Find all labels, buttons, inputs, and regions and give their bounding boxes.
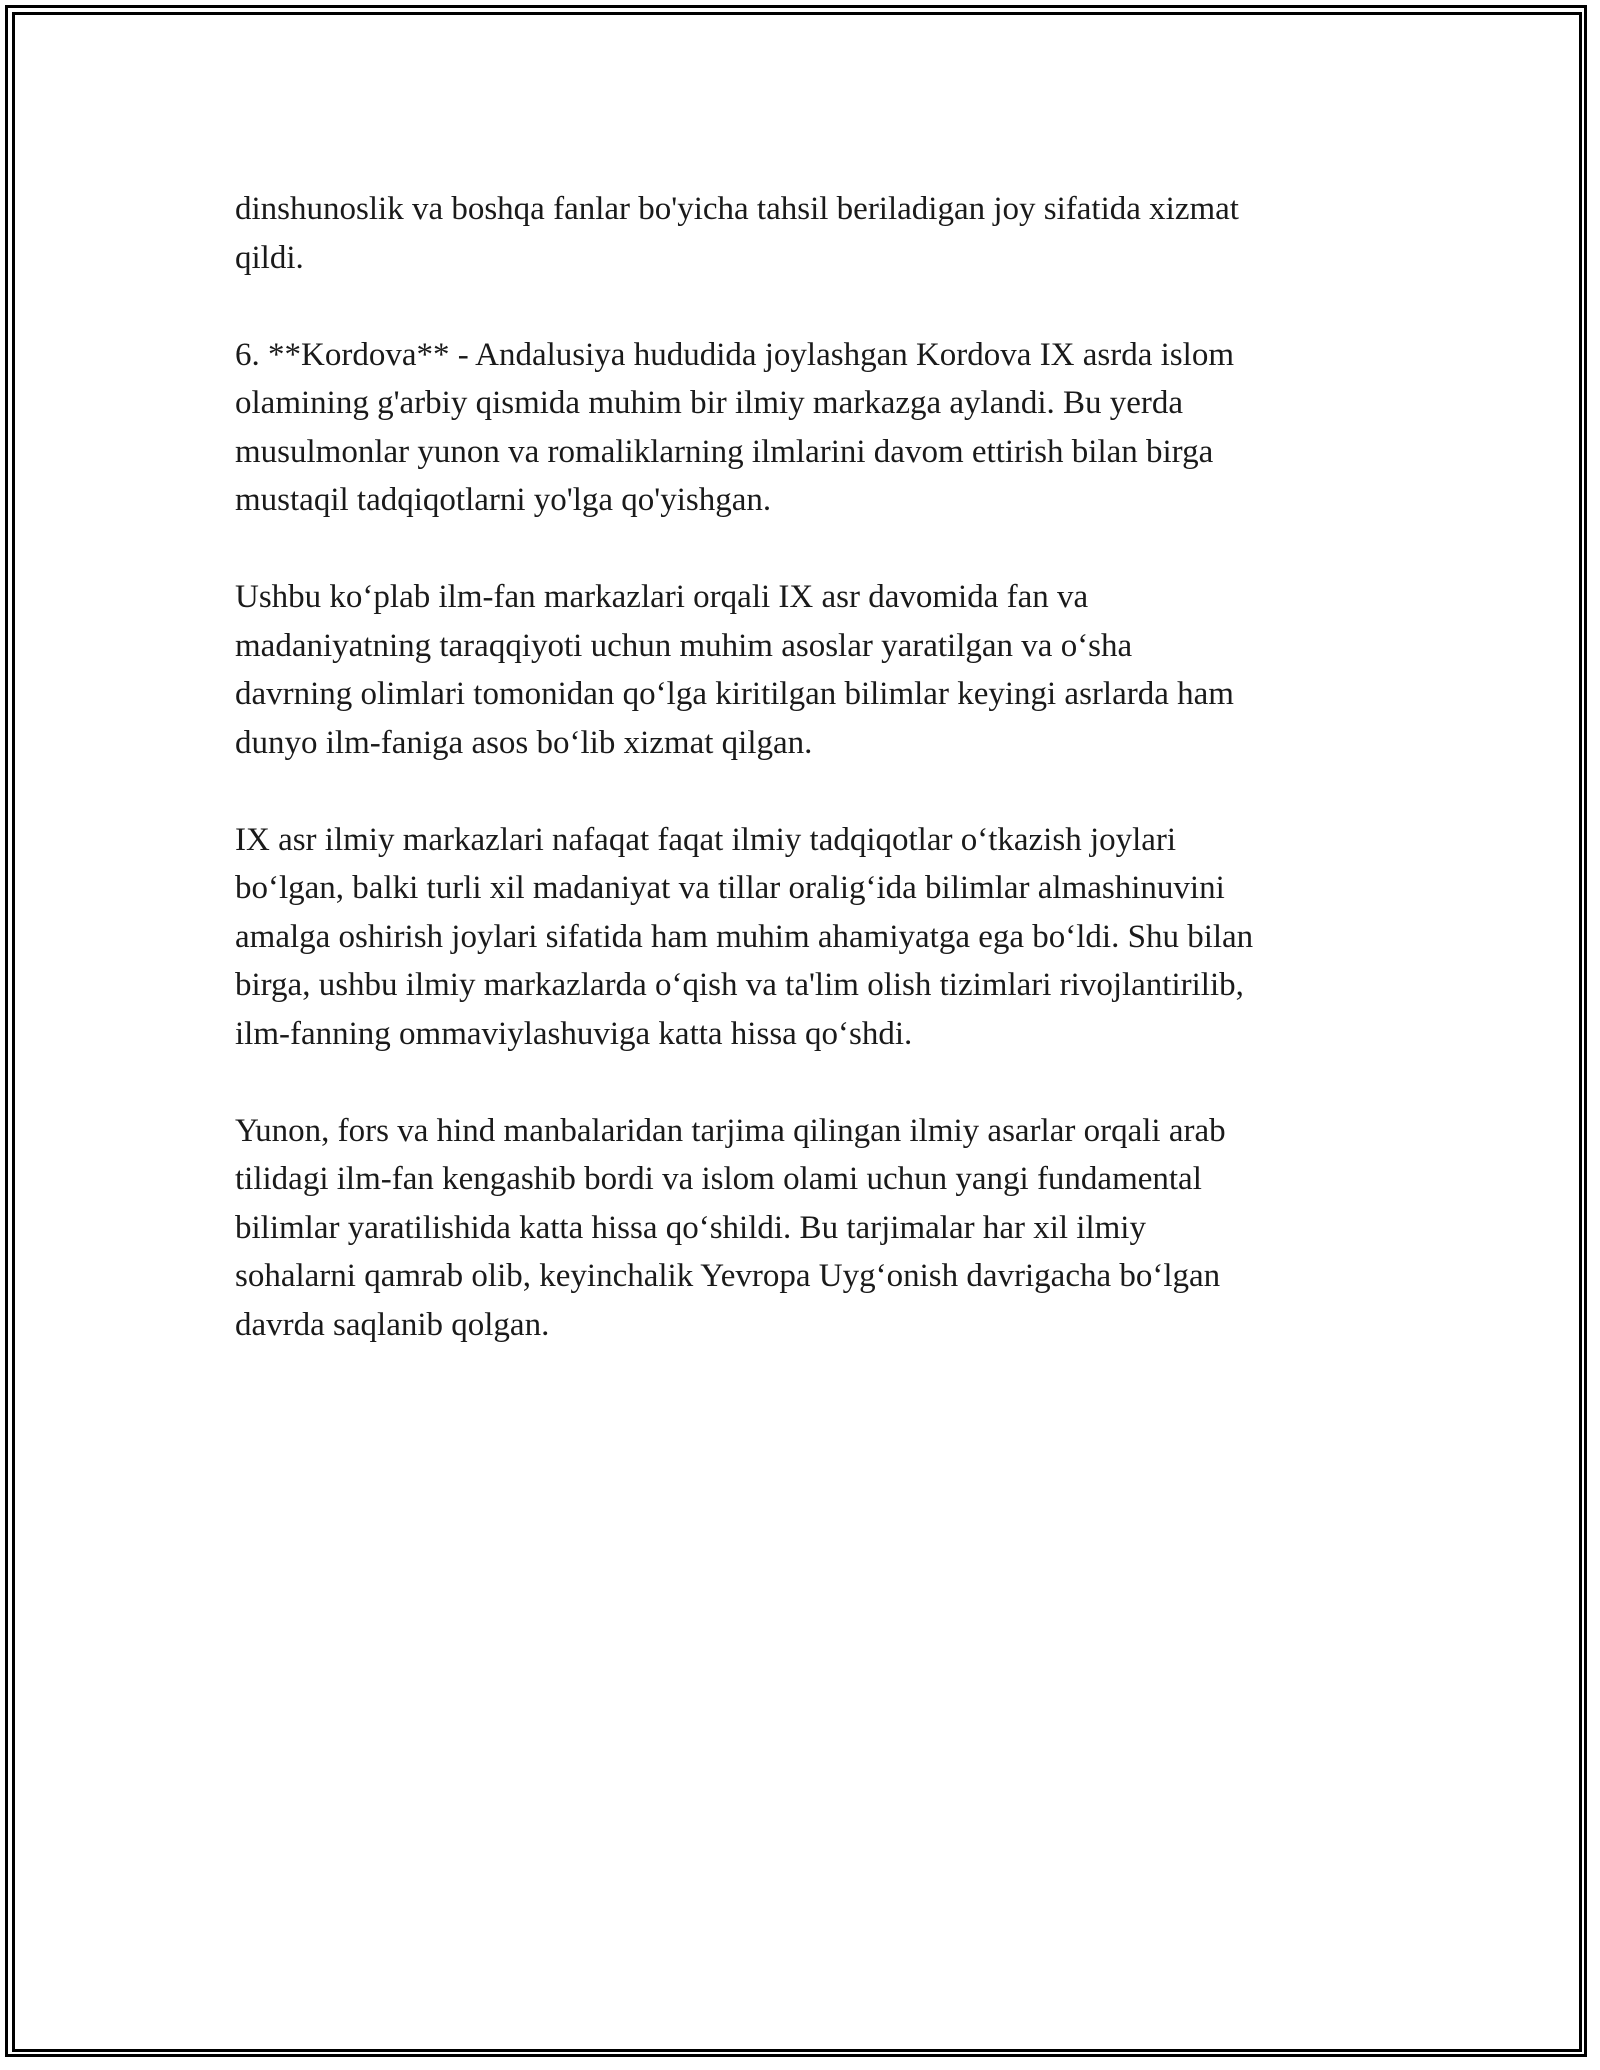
paragraph-kordova: 6. **Kordova** - Andalusiya hududida joylashgan Kordova IX asrda islom olamining g'arbiy qismida muhim bir ilmiy markazga aylandi. Bu yerda musulmonlar yunon va romaliklarning ilmlarini davom ettirish bilan birga mustaqil tadqiqotlarni yo'lga qo'yishgan. (235, 336, 1234, 518)
paragraph-translations: Yunon, fors va hind manbalaridan tarjima qilingan ilmiy asarlar orqali arab tilidagi ilm-fan kengashib bordi va islom olami uchun yangi fundamental bilimlar yaratilishida katta hissa qo‘shildi. Bu tarjimalar har xil ilmiy sohalarni qamrab olib, keyinchalik Yevropa Uyg‘onish davrigacha bo‘lgan davrda saqlanib qolgan. (235, 1112, 1226, 1343)
paragraph-summary: Ushbu ko‘plab ilm-fan markazlari orqali IX asr davomida fan va madaniyatning taraqqiyoti uchun muhim asoslar yaratilgan va o‘sha davrning olimlari tomonidan qo‘lga kiritilgan bilimlar keyingi asrlarda ham dunyo ilm-faniga asos bo‘lib xizmat qilgan. (235, 579, 1234, 761)
paragraph-continuation: dinshunoslik va boshqa fanlar bo'yicha tahsil beriladigan joy sifatida xizmat qildi. (235, 191, 1239, 276)
paragraph-knowledge-exchange: IX asr ilmiy markazlari nafaqat faqat ilmiy tadqiqotlar o‘tkazish joylari bo‘lgan, balki turli xil madaniyat va tillar oralig‘ida bilimlar almashinuvini amalga oshirish joylari sifatida ham muhim ahamiyatga ega bo‘ldi. Shu bilan birga, ushbu ilmiy markazlarda o‘qish va ta'lim olish tizimlari rivojlantirilib, ilm-fanning ommaviylashuviga katta hissa qo‘shdi. (235, 821, 1254, 1052)
document-body (235, 185, 1385, 1398)
